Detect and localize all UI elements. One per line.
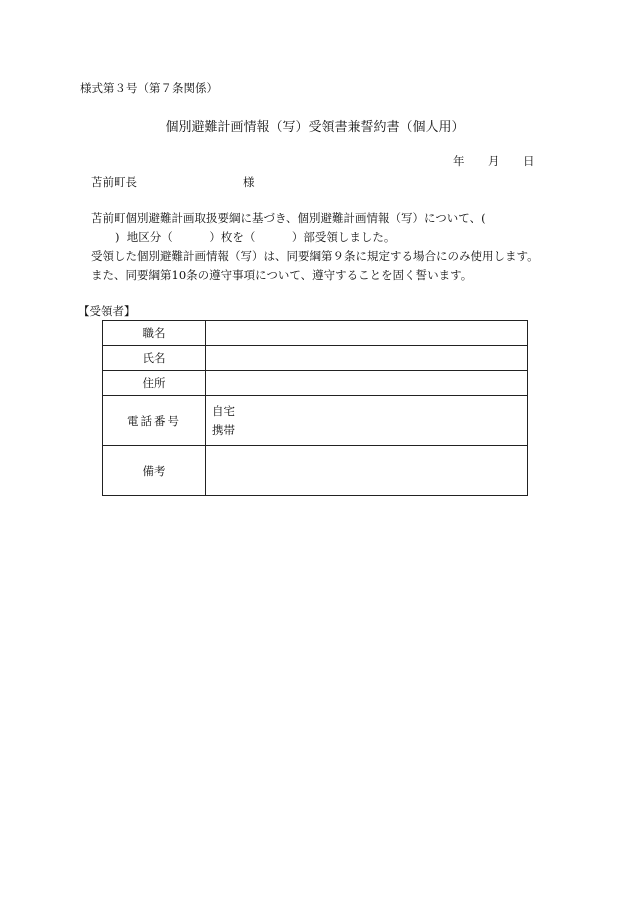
position-label: [103, 321, 206, 346]
date-month-label: 月: [488, 154, 500, 168]
remarks-label: [103, 446, 206, 496]
address-label: [103, 371, 206, 396]
name-label-char-1: 氏: [142, 351, 154, 365]
recipient-table: [102, 320, 528, 496]
remarks-field[interactable]: [206, 446, 528, 496]
date-day-label: 日: [523, 154, 535, 168]
phone-label-text: 電話番号: [127, 413, 181, 428]
phone-home-label: 自宅: [212, 403, 235, 418]
table-row-address: [103, 371, 528, 396]
address-label-char-2: 所: [154, 376, 166, 390]
position-label-char-1: 職: [142, 326, 154, 340]
addressee-name: 苫前町長: [91, 175, 137, 189]
body-line-3: 受領した個別避難計画情報（写）は、同要綱第９条に規定する場合にのみ使用します。: [91, 249, 539, 263]
phone-mobile-label: 携帯: [212, 422, 235, 437]
address-label-char-1: 住: [142, 376, 154, 390]
body-line-4: また、同要綱第10条の遵守事項について、遵守することを固く誓います。: [91, 268, 473, 282]
addressee-honorific: 様: [243, 175, 255, 189]
phone-field[interactable]: [206, 396, 528, 446]
body-line-2: ) 地区分（ ）枚を（ ）部受領しました。: [115, 230, 396, 244]
table-row-name: [103, 346, 528, 371]
name-field[interactable]: [206, 346, 528, 371]
position-label-char-2: 名: [154, 326, 166, 340]
document-title: 個別避難計画情報（写）受領書兼誓約書（個人用）: [165, 120, 465, 135]
name-label: [103, 346, 206, 371]
remarks-label-char-2: 考: [154, 463, 166, 478]
recipient-heading: 【受領者】: [78, 304, 136, 318]
phone-label: [103, 396, 206, 446]
table-row-phone: [103, 396, 528, 446]
name-label-char-2: 名: [154, 351, 166, 365]
date-year-label: 年: [453, 154, 465, 168]
remarks-label-char-1: 備: [142, 463, 154, 478]
form-number: 様式第３号（第７条関係）: [80, 81, 218, 95]
position-field[interactable]: [206, 321, 528, 346]
table-row-position: [103, 321, 528, 346]
table-row-remarks: [103, 446, 528, 496]
body-line-1: 苫前町個別避難計画取扱要綱に基づき、個別避難計画情報（写）について、(: [91, 211, 486, 225]
address-field[interactable]: [206, 371, 528, 396]
